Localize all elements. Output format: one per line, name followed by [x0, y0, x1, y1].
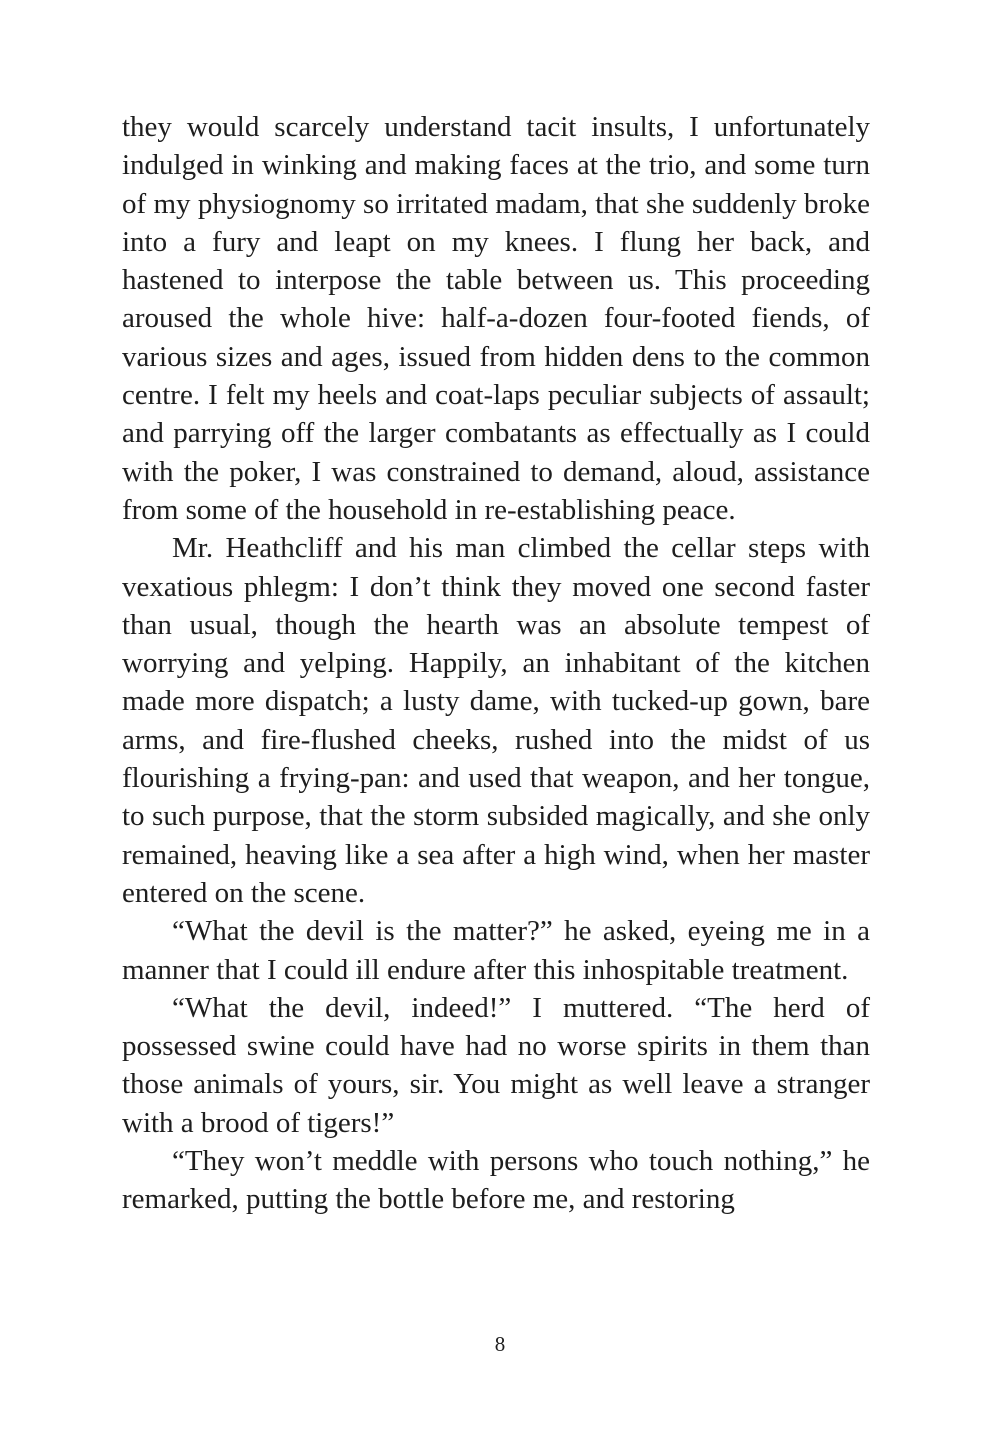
page-number: 8 [494, 1332, 506, 1356]
paragraph-4: “What the devil, indeed!” I muttered. “The herd of possessed swine could have had no worse spirits in them than those animals of yours, sir. You might as well leave a stranger with a brood of tigers!” [122, 991, 870, 1139]
paragraph-5: “They won’t meddle with persons who touch nothing,” he remarked, putting the bottle before me, and restoring [122, 1145, 870, 1216]
paragraph-2: Mr. Heathcliff and his man climbed the cellar steps with vexatious phlegm: I don’t think they moved one second faster than usual, though the hearth was an absolute tempest of worrying and yelping. Happily, an inhabitant of the kitchen made more dispatch; a lusty dame, with tucked-up gown, bare arms, and fire-flushed cheeks, rushed into the midst of us flourishing a frying-pan: and used that weapon, and her tongue, to such purpose, that the storm subsided magically, and she only remained, heaving like a sea after a high wind, when her master entered on the scene. [122, 532, 870, 909]
paragraph-3: “What the devil is the matter?” he asked, eyeing me in a manner that I could ill endure after this inhospitable treatment. [122, 915, 870, 986]
body-text [122, 108, 870, 1219]
paragraph-1: they would scarcely understand tacit insults, I unfortunately indulged in winking and making faces at the trio, and some turn of my physiognomy so irritated madam, that she suddenly broke into a fury and leapt on my knees. I flung her back, and hastened to interpose the table between us. This proceeding aroused the whole hive: half-a-dozen four-footed fiends, of various sizes and ages, issued from hidden dens to the common centre. I felt my heels and coat-laps peculiar subjects of assault; and parrying off the larger combatants as effectually as I could with the poker, I was constrained to demand, aloud, assistance from some of the household in re-establishing peace. [122, 111, 870, 526]
